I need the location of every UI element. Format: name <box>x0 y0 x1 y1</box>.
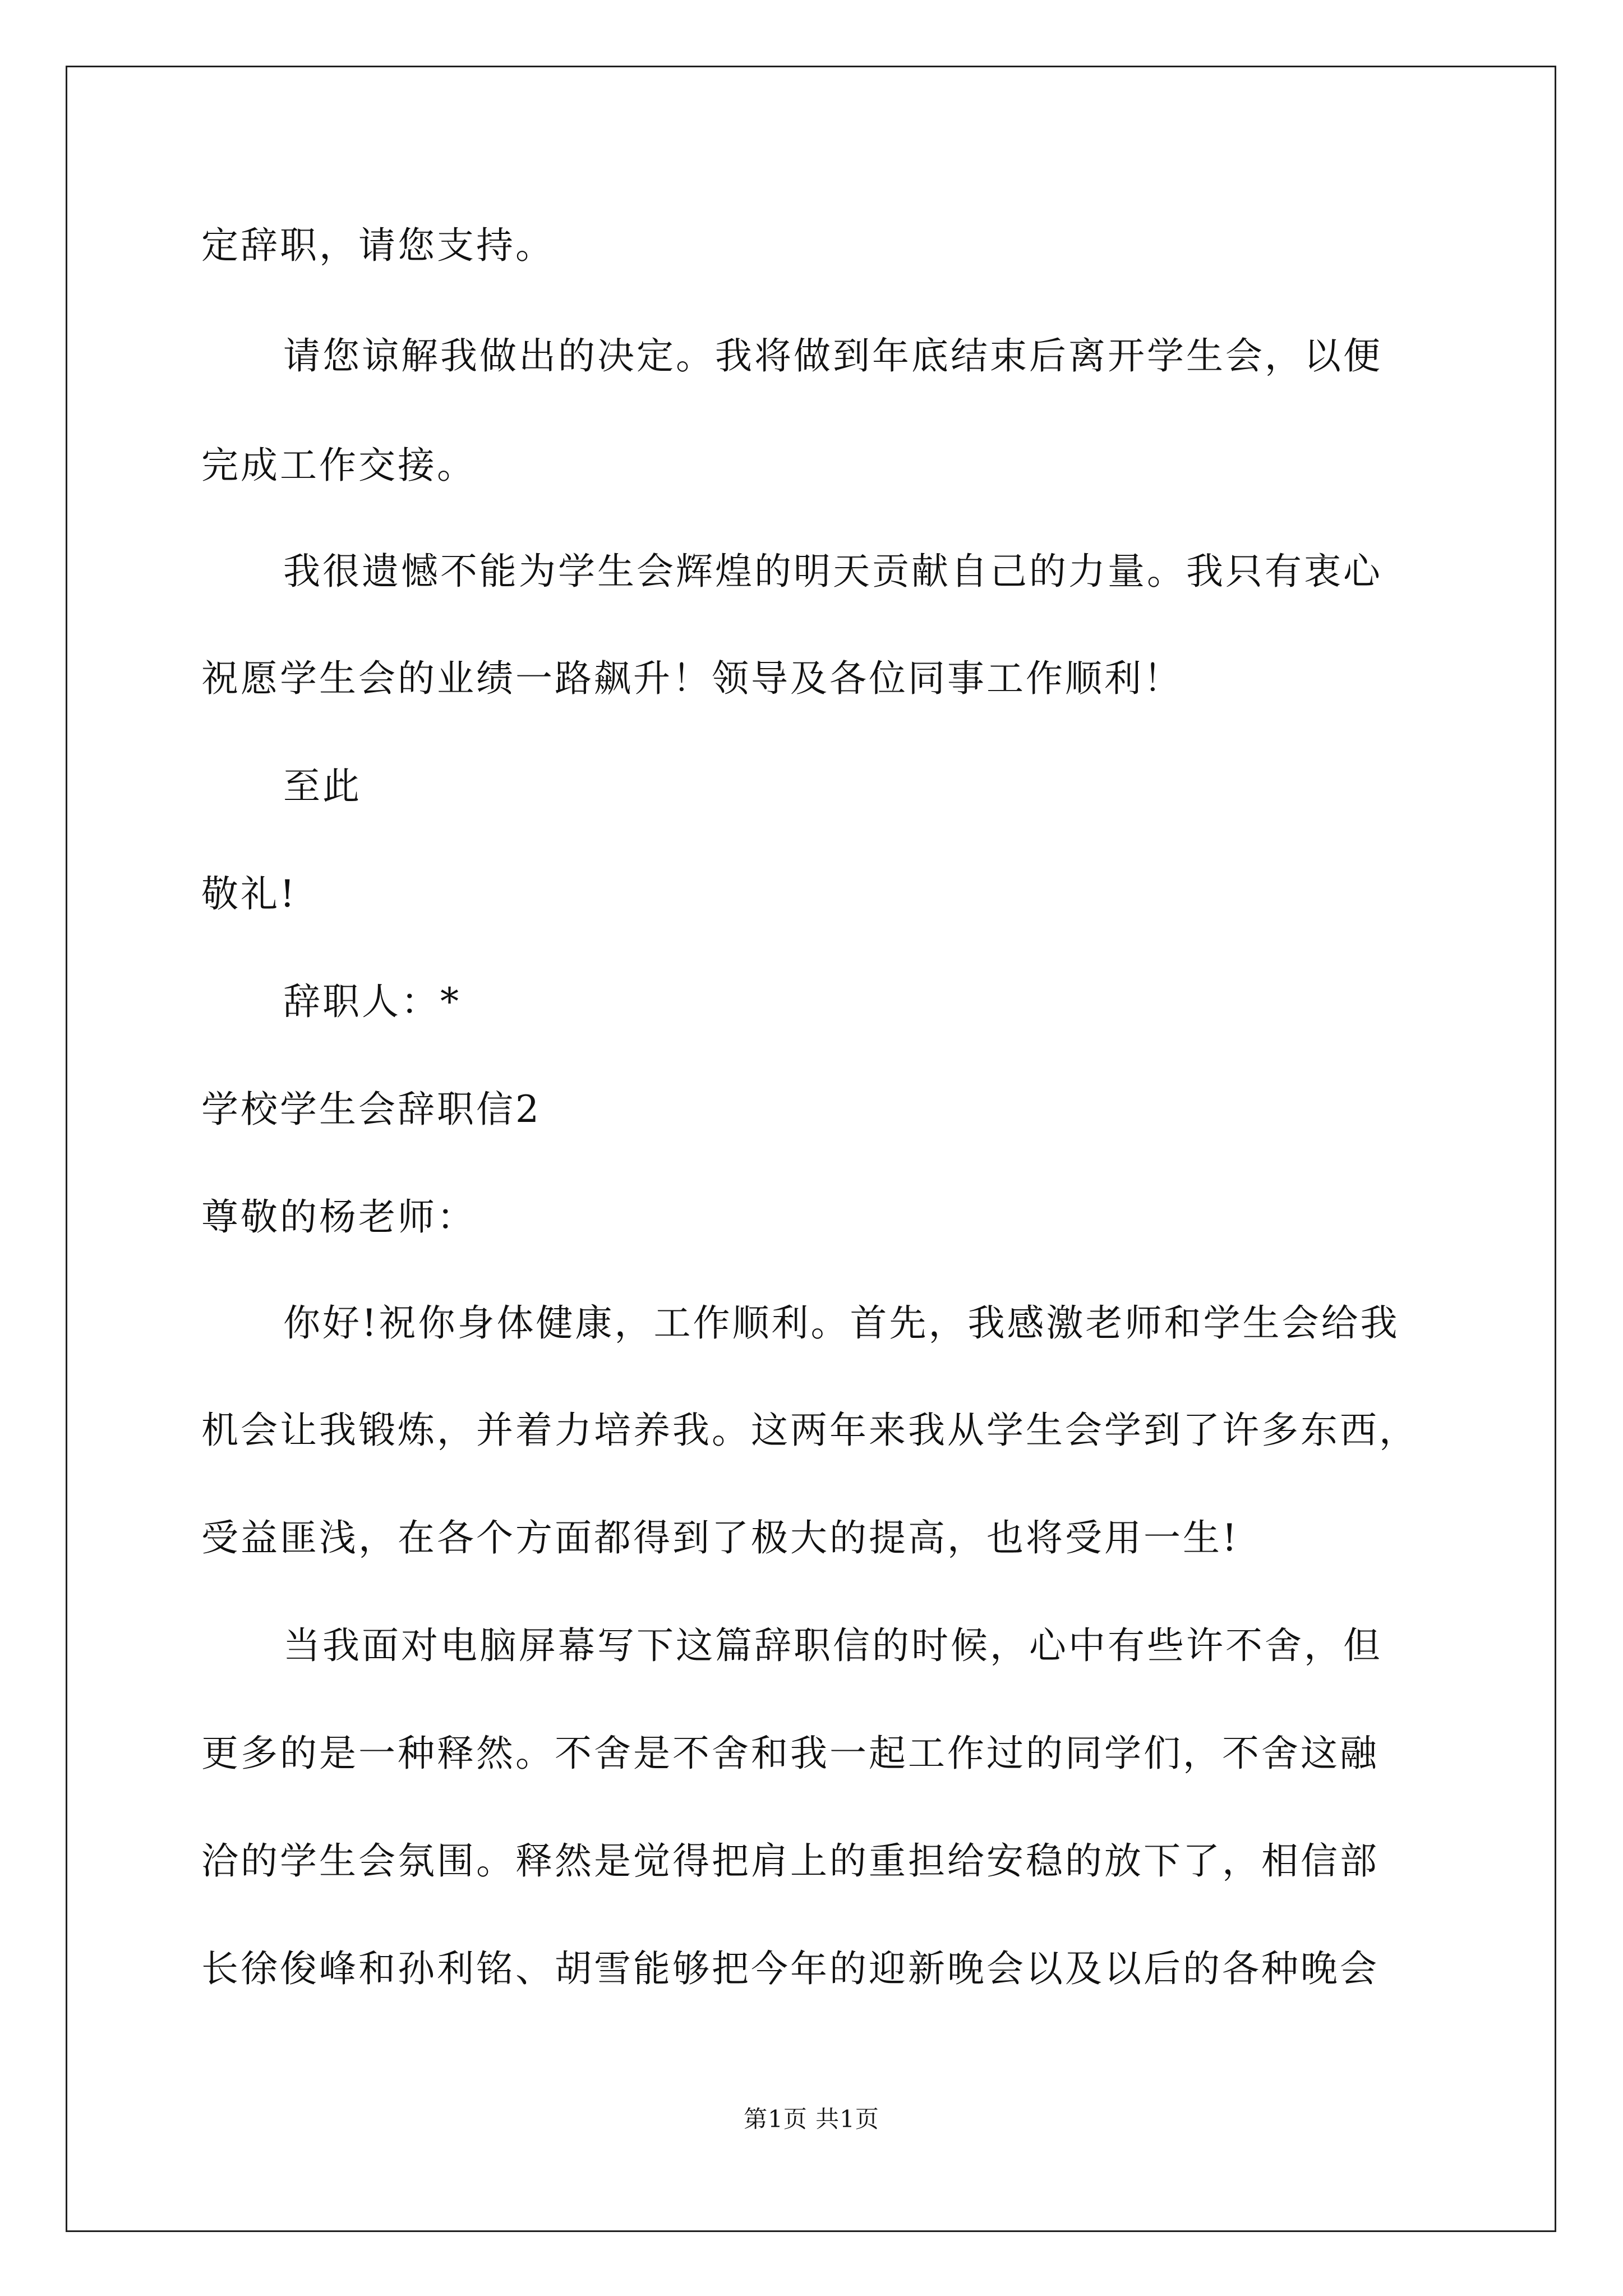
body-line: 洽的学生会氛围。释然是觉得把肩上的重担给安稳的放下了，相信部 <box>201 1839 1379 1883</box>
page-border <box>66 66 1556 2232</box>
greeting: 尊敬的杨老师： <box>201 1195 476 1239</box>
body-line: 祝愿学生会的业绩一路飙升！领导及各位同事工作顺利！ <box>201 657 1183 700</box>
body-line: 至此 <box>283 765 362 808</box>
body-line: 请您谅解我做出的决定。我将做到年底结束后离开学生会，以便 <box>283 334 1382 378</box>
body-line: 长徐俊峰和孙利铭、胡雪能够把今年的迎新晚会以及以后的各种晚会 <box>201 1947 1379 1990</box>
body-line: 我很遗憾不能为学生会辉煌的明天贡献自己的力量。我只有衷心 <box>283 550 1382 593</box>
letter-title: 学校学生会辞职信2 <box>201 1088 541 1131</box>
body-line: 当我面对电脑屏幕写下这篇辞职信的时候，心中有些许不舍，但 <box>283 1624 1382 1667</box>
body-line: 完成工作交接。 <box>201 444 476 487</box>
body-line: 更多的是一种释然。不舍是不舍和我一起工作过的同学们，不舍这融 <box>201 1732 1379 1775</box>
closing-salutation: 敬礼! <box>201 872 297 915</box>
body-line: 定辞职，请您支持。 <box>201 224 555 267</box>
signature-line: 辞职人：* <box>283 980 461 1023</box>
body-line: 受益匪浅，在各个方面都得到了极大的提高，也将受用一生! <box>201 1516 1239 1559</box>
body-line: 机会让我锻炼，并着力培养我。这两年来我从学生会学到了许多东西， <box>201 1409 1418 1452</box>
page-number-footer: 第1页 共1页 <box>744 2105 879 2133</box>
body-line: 你好!祝你身体健康，工作顺利。首先，我感激老师和学生会给我 <box>283 1301 1400 1345</box>
